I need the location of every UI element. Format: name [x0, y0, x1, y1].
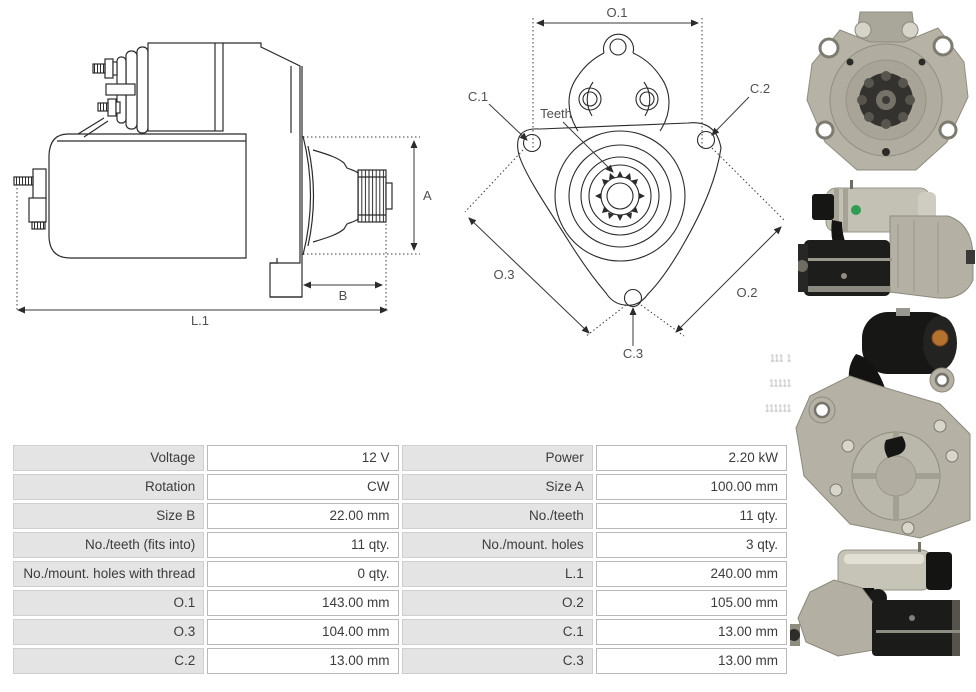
spec-row-6	[13, 590, 787, 616]
pinion-gear-photo	[857, 71, 915, 129]
spec-label-size-a: Size A	[402, 474, 593, 500]
spec-label-c2: C.2	[13, 648, 204, 674]
spec-label-o3: O.3	[13, 619, 204, 645]
photo-starter-angled-view	[790, 308, 976, 544]
spec-value-size-a: 100.00 mm	[596, 474, 787, 500]
photo-starter-side-view-1	[798, 180, 976, 310]
spec-row-8	[13, 648, 787, 674]
photo-starter-front-view	[800, 4, 972, 179]
print-fragment: 11111	[769, 379, 792, 390]
spec-value-no-mount-holes: 3 qty.	[596, 532, 787, 558]
spec-value-voltage: 12 V	[207, 445, 398, 471]
spec-label-voltage: Voltage	[13, 445, 204, 471]
front-view-drawing	[455, 0, 800, 372]
spec-row-3	[13, 503, 787, 529]
print-fragment: 111111	[765, 404, 792, 415]
spec-value-size-b: 22.00 mm	[207, 503, 398, 529]
dim-a-label: A	[423, 188, 432, 203]
spec-value-o2: 105.00 mm	[596, 590, 787, 616]
dim-c3-label: C.3	[622, 346, 644, 361]
spec-value-c2: 13.00 mm	[207, 648, 398, 674]
dim-l1-label: L.1	[190, 313, 210, 328]
side-view-drawing	[0, 0, 450, 335]
spec-value-power: 2.20 kW	[596, 445, 787, 471]
dim-o1-label: O.1	[606, 5, 628, 20]
spec-table	[10, 442, 790, 677]
spec-value-no-teeth-fits-into: 11 qty.	[207, 532, 398, 558]
spec-label-c3: C.3	[402, 648, 593, 674]
spec-label-no-mount-holes: No./mount. holes	[402, 532, 593, 558]
spec-row-5	[13, 561, 787, 587]
spec-label-size-b: Size B	[13, 503, 204, 529]
spec-label-l1: L.1	[402, 561, 593, 587]
photo-starter-side-view-2	[790, 542, 976, 660]
spec-label-no-teeth-fits-into: No./teeth (fits into)	[13, 532, 204, 558]
spec-label-power: Power	[402, 445, 593, 471]
spec-row-2	[13, 474, 787, 500]
starter-side-outline	[14, 43, 392, 297]
spec-table-body	[13, 445, 787, 674]
spec-label-o2: O.2	[402, 590, 593, 616]
starter-front-outline	[518, 34, 721, 306]
pinion-teeth	[595, 171, 645, 221]
teeth-label: Teeth	[540, 106, 572, 121]
spec-value-c1: 13.00 mm	[596, 619, 787, 645]
solenoid-green-dot	[851, 205, 861, 215]
spec-label-o1: O.1	[13, 590, 204, 616]
spec-label-no-teeth: No./teeth	[402, 503, 593, 529]
spec-value-no-teeth: 11 qty.	[596, 503, 787, 529]
spec-value-l1: 240.00 mm	[596, 561, 787, 587]
spec-value-o3: 104.00 mm	[207, 619, 398, 645]
spec-value-o1: 143.00 mm	[207, 590, 398, 616]
spec-value-no-mount-holes-with-thread: 0 qty.	[207, 561, 398, 587]
spec-value-c3: 13.00 mm	[596, 648, 787, 674]
spec-row-7	[13, 619, 787, 645]
spec-row-4	[13, 532, 787, 558]
dim-o3-label: O.3	[493, 267, 515, 282]
dim-c2-label: C.2	[749, 81, 771, 96]
spec-label-no-mount-holes-with-thread: No./mount. holes with thread	[13, 561, 204, 587]
spec-label-c1: C.1	[402, 619, 593, 645]
faint-print-fragments	[750, 356, 792, 444]
spec-label-rotation: Rotation	[13, 474, 204, 500]
dim-c1-label: C.1	[467, 89, 489, 104]
spec-value-rotation: CW	[207, 474, 398, 500]
dim-b-label: B	[338, 288, 348, 303]
dim-o2-label: O.2	[736, 285, 758, 300]
print-fragment: 111 1	[770, 354, 792, 365]
spec-row-1	[13, 445, 787, 471]
